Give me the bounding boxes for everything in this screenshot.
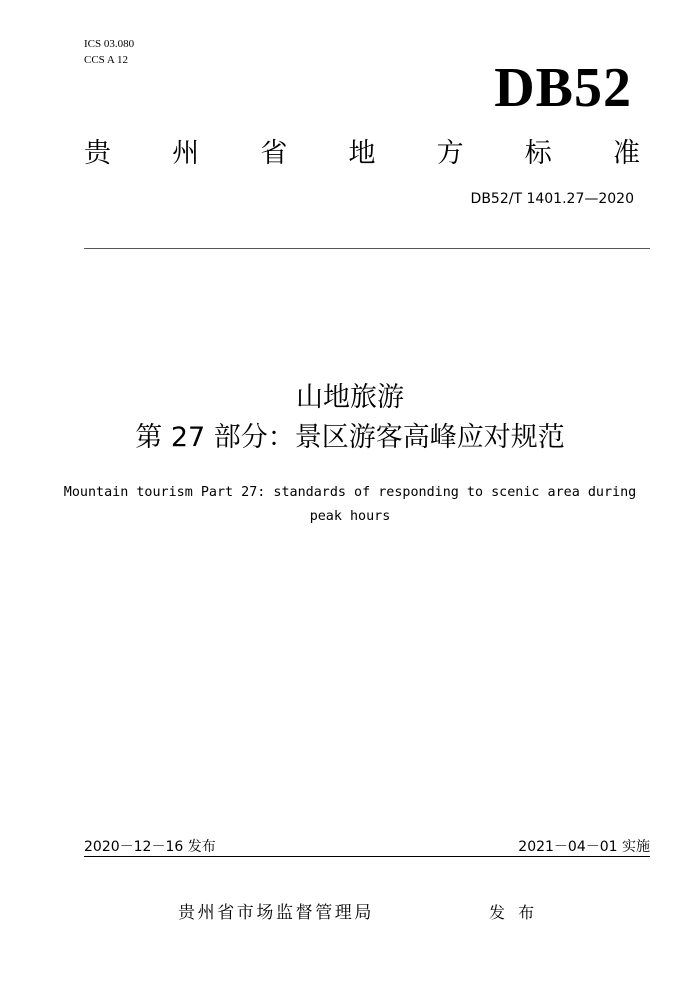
header-divider xyxy=(84,248,650,249)
ccs-code: CCS A 12 xyxy=(84,54,129,66)
english-title-line: peak hours xyxy=(309,509,391,524)
standard-type-heading xyxy=(84,136,640,172)
standard-type-char: 州 xyxy=(172,138,200,169)
document-title-sub: 第 27 部分：景区游客高峰应对规范 xyxy=(135,422,565,453)
standard-type-char: 贵 xyxy=(84,138,111,169)
classification-codes xyxy=(84,36,134,68)
implementation-date: 2021－04－01 实施 xyxy=(518,839,650,855)
english-title-line: Mountain tourism Part 27: standards of responding to scenic area during xyxy=(63,485,637,500)
standard-number: DB52/T 1401.27—2020 xyxy=(470,191,634,207)
standard-type-char: 地 xyxy=(348,138,376,169)
ics-code: ICS 03.080 xyxy=(84,38,135,50)
standard-type-char: 标 xyxy=(524,138,552,169)
document-title-main: 山地旅游 xyxy=(296,382,404,413)
issue-label: 发 布 xyxy=(489,903,539,922)
standard-type-char: 方 xyxy=(436,138,464,169)
standard-brand-logo: DB52 xyxy=(494,57,632,119)
standard-type-char: 省 xyxy=(260,138,288,169)
publisher-name: 贵州省市场监督管理局 xyxy=(178,903,374,923)
english-title xyxy=(40,481,660,529)
footer-divider xyxy=(84,856,650,857)
issue-date: 2020－12－16 发布 xyxy=(84,839,216,855)
standard-type-char: 准 xyxy=(612,138,640,169)
